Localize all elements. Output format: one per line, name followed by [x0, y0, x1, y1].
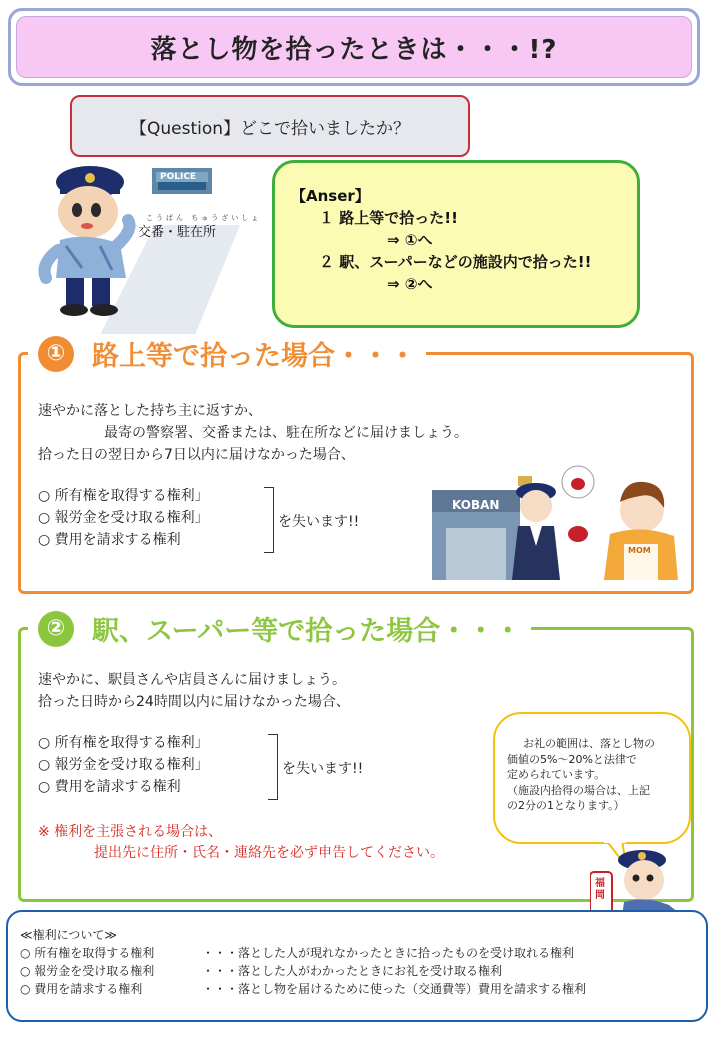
koban-icon — [150, 168, 214, 196]
fukuoka-badge: 福岡 — [595, 878, 605, 901]
right-separator: ・・・ — [202, 964, 239, 978]
bubble-line: の2分の1となります。） — [507, 799, 625, 812]
right-name: ○ 所有権を取得する権利 — [20, 946, 155, 960]
claim-note-line-2: 提出先に住所・氏名・連絡先を必ず申告してください。 — [94, 845, 444, 861]
bubble-line: 価値の5%～20%と法律で — [507, 752, 637, 766]
koban-ruby: こうばん ちゅうざいしょ — [146, 214, 262, 222]
section-1-line-3: 拾った日の翌日から7日以内に届けなかった場合、 — [38, 447, 355, 463]
section-2-line-1: 速やかに、駅員さんや店員さんに届けましょう。 — [38, 672, 346, 688]
right-name: ○ 費用を請求する権利 — [20, 982, 143, 996]
list-item: ○ 所有権を取得する権利」 — [38, 735, 209, 751]
koban-sign: KOBAN — [452, 498, 500, 512]
section-1-bracket — [264, 487, 274, 553]
table-row — [20, 944, 706, 962]
title-banner — [8, 8, 700, 86]
section-2-rights-list — [38, 732, 209, 798]
section-1-line-2: 最寄の警察署、交番または、駐在所などに届けましょう。 — [104, 425, 468, 441]
section-2-title — [28, 609, 531, 648]
answer-line-3: ２ 駅、スーパーなどの施設内で拾った!! — [319, 253, 592, 271]
bubble-line: （施設内拾得の場合は、上記 — [507, 783, 650, 797]
koban-officer-scene-illustration — [432, 462, 682, 580]
right-separator: ・・・ — [202, 946, 239, 960]
table-row — [20, 980, 706, 998]
list-item: ○ 費用を請求する権利 — [38, 532, 181, 548]
page-title: 落とし物を拾ったときは・・・!? — [16, 16, 692, 78]
list-item: ○ 報労金を受け取る権利」 — [38, 757, 209, 773]
right-separator: ・・・ — [202, 982, 239, 996]
section-2-line-2: 拾った日時から24時間以内に届けなかった場合、 — [38, 694, 350, 710]
section-1-rights-list — [38, 485, 209, 551]
list-item: ○ 報労金を受け取る権利」 — [38, 510, 209, 526]
section-2-title-text: 駅、スーパー等で拾った場合・・・ — [92, 616, 522, 647]
koban-label: 交番・駐在所 — [138, 225, 217, 240]
apron-label: MOM — [628, 546, 651, 555]
question-box: 【Question】どこで拾いましたか？ — [70, 95, 470, 157]
section-2-bracket — [268, 734, 278, 800]
reward-info-bubble — [493, 712, 691, 844]
right-name: ○ 報労金を受け取る権利 — [20, 964, 155, 978]
list-item: ○ 所有権を取得する権利」 — [38, 488, 209, 504]
section-1-lose-note: を失います!! — [278, 514, 360, 530]
claim-note-line-1: ※ 権利を主張される場合は、 — [38, 824, 223, 840]
answer-heading: 【Anser】 — [291, 187, 370, 205]
bubble-line: お礼の範囲は、落とし物の — [523, 737, 655, 750]
section-2-number: ② — [38, 611, 74, 647]
answer-line-4: ⇒ ②へ — [387, 275, 433, 293]
section-1-number: ① — [38, 336, 74, 372]
table-row — [20, 962, 706, 980]
right-description: 落とした人が現れなかったときに拾ったものを受け取れる権利 — [238, 946, 575, 960]
police-mascot-illustration — [30, 160, 142, 320]
section-2-lose-note: を失います!! — [282, 761, 364, 777]
right-description: 落とした人がわかったときにお礼を受け取る権利 — [238, 964, 503, 978]
list-item: ○ 費用を請求する権利 — [38, 779, 181, 795]
answer-box — [272, 160, 640, 328]
right-description: 落とし物を届けるために使った（交通費等）費用を請求する権利 — [238, 982, 587, 996]
section-1-title-text: 路上等で拾った場合・・・ — [92, 341, 416, 372]
police-sign: POLICE — [160, 172, 197, 182]
answer-line-2: ⇒ ①へ — [387, 231, 433, 249]
section-1-line-1: 速やかに落とした持ち主に返すか、 — [38, 403, 262, 419]
section-1-title — [28, 334, 426, 373]
rights-heading: ≪権利について≫ — [20, 928, 117, 942]
bubble-line: 定められています。 — [507, 768, 606, 781]
answer-line-1: １ 路上等で拾った!! — [319, 209, 458, 227]
rights-explanation-box — [6, 910, 708, 1022]
